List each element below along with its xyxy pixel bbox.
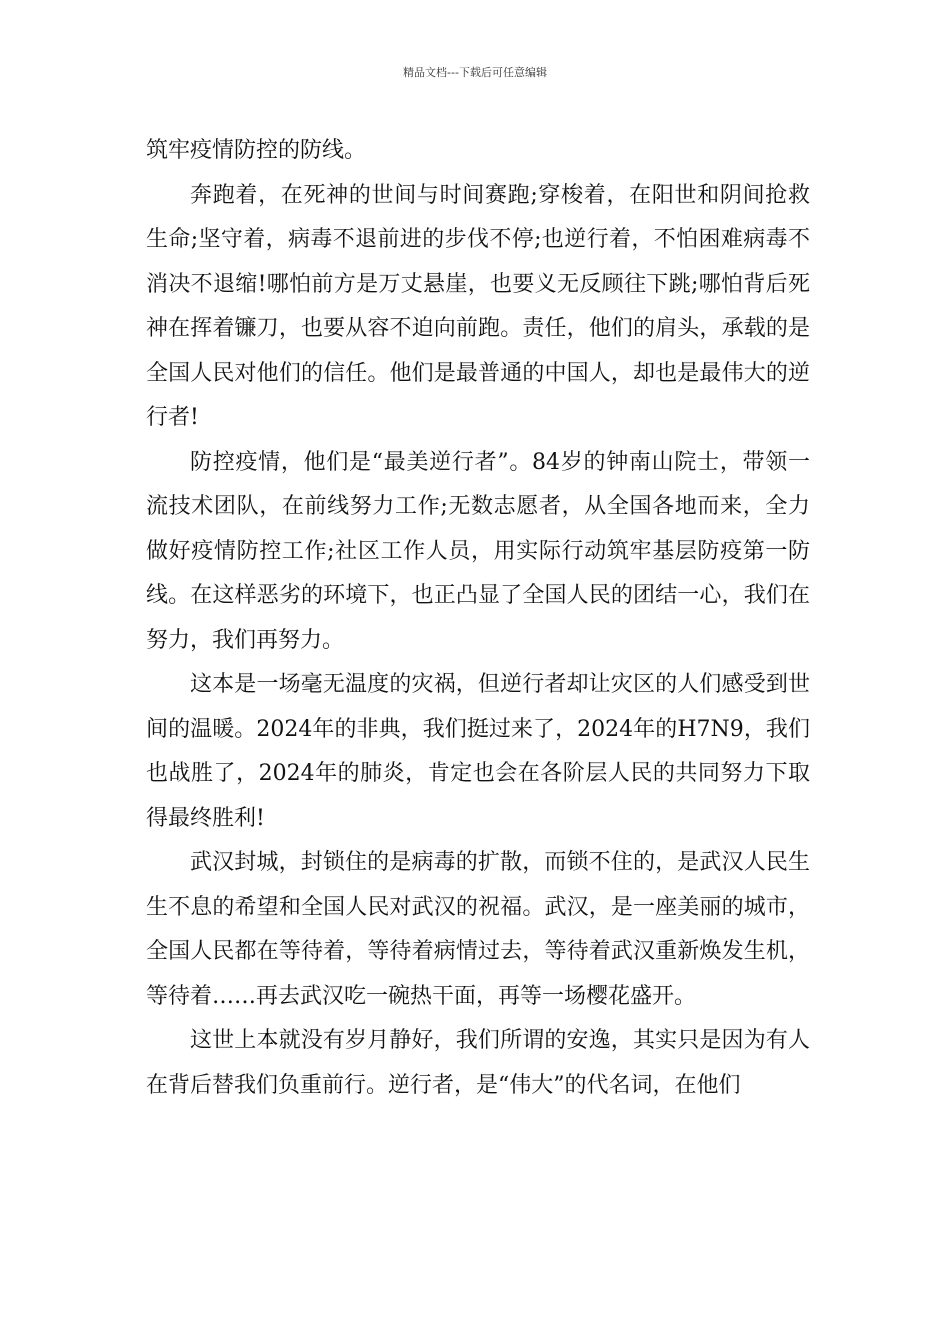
paragraph: 奔跑着，在死神的世间与时间赛跑;穿梭着，在阳世和阴间抢救生命;坚守着，病毒不退前进的步伐不停;也逆行着，不怕困难病毒不消决不退缩!哪怕前方是万丈悬崖，也要义无反顾往下跳;哪怕背后死神在挥着镰刀，也要从容不迫向前跑。责任，他们的肩头，承载的是全国人民对他们的信任。他们是最普通的中国人，却也是最伟大的逆行者! xyxy=(146,182,810,430)
paragraph: 这世上本就没有岁月静好，我们所谓的安逸，其实只是因为有人在背后替我们负重前行。逆行者，是“伟大”的代名词，在他们 xyxy=(146,1028,810,1098)
paragraph: 这本是一场毫无温度的灾祸，但逆行者却让灾区的人们感受到世间的温暖。2024年的非典，我们挺过来了，2024年的H7N9，我们也战胜了，2024年的肺炎，肯定也会在各阶层人民的共同努力下取得最终胜利! xyxy=(146,672,810,831)
page-header: 精品文档---下载后可任意编辑 xyxy=(403,66,547,79)
paragraph: 防控疫情，他们是“最美逆行者”。84岁的钟南山院士，带领一流技术团队，在前线努力工作;无数志愿者，从全国各地而来，全力做好疫情防控工作;社区工作人员，用实际行动筑牢基层防疫第一防线。在这样恶劣的环境下，也正凸显了全国人民的团结一心，我们在努力，我们再努力。 xyxy=(146,449,810,653)
document-body xyxy=(146,129,810,1108)
paragraph: 武汉封城，封锁住的是病毒的扩散，而锁不住的，是武汉人民生生不息的希望和全国人民对武汉的祝福。武汉，是一座美丽的城市，全国人民都在等待着，等待着病情过去，等待着武汉重新焕发生机，等待着……再去武汉吃一碗热干面，再等一场樱花盛开。 xyxy=(146,850,810,1009)
paragraph-continuation: 筑牢疫情防控的防线。 xyxy=(146,138,367,163)
